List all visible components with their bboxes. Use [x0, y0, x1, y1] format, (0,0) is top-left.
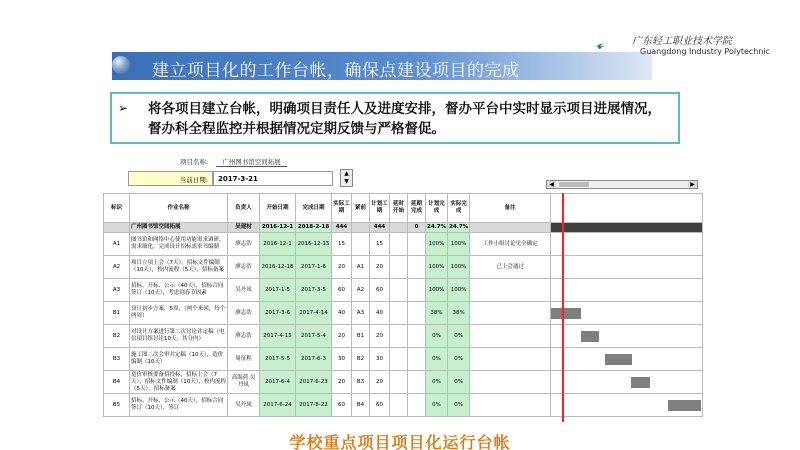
gantt-cell [551, 279, 703, 302]
today-line [562, 193, 564, 422]
cell-delay-end [408, 302, 426, 325]
gantt-header [551, 194, 703, 223]
cell-remark [470, 394, 551, 417]
cell-pred: B4 [352, 394, 370, 417]
cell-id: B5 [104, 394, 130, 417]
cell-remark: 工作小组讨论见全确定 [470, 233, 551, 256]
cell-actual: 60 [332, 394, 352, 417]
cell-actual-done: 100% [448, 233, 470, 256]
cell-start: 2017-6-24 [260, 394, 296, 417]
logo-en-text: Guangdong Industry Polytechnic [640, 47, 771, 56]
table-row[interactable] [104, 233, 703, 256]
cell-end: 2017-4-14 [296, 302, 332, 325]
col-header: 延期完成 [408, 194, 426, 223]
cell-delay-start [390, 394, 408, 417]
cell-pred: B3 [352, 371, 370, 394]
table-row[interactable] [104, 279, 703, 302]
cell-start: 2017-4-15 [260, 325, 296, 348]
cell-remark [470, 371, 551, 394]
scroll-thumb[interactable] [559, 182, 589, 187]
cell-actual-done: 0% [448, 325, 470, 348]
cell-owner: 廖志浩 [228, 256, 260, 279]
cell-actual: 40 [332, 302, 352, 325]
school-logo-icon [596, 28, 636, 64]
cell-actual-done: 24.7% [448, 223, 470, 233]
cell-plan: 15 [370, 233, 390, 256]
cell-actual-done: 100% [448, 256, 470, 279]
summary-row[interactable] [104, 223, 703, 233]
cell-actual: 30 [332, 348, 352, 371]
cell-owner: 吴建材 [228, 223, 260, 233]
cell-id: B4 [104, 371, 130, 394]
cell-plan-done: 24.7% [426, 223, 448, 233]
table-row[interactable] [104, 325, 703, 348]
gantt-cell [551, 371, 703, 394]
table-header-row [104, 194, 703, 223]
col-header: 紧前 [352, 194, 370, 223]
caption: 学校重点项目项目化运行台帐 [289, 433, 511, 450]
cell-plan-done: 100% [426, 256, 448, 279]
cell-plan: 60 [370, 394, 390, 417]
cell-delay-start [390, 279, 408, 302]
spin-up-icon[interactable]: ▲ [344, 170, 349, 177]
cell-name: 对设计方案进行第二次讨论并定稿（电信项目组讨论10天，其分内） [130, 325, 228, 348]
cell-plan: 20 [370, 371, 390, 394]
cell-actual: 20 [332, 371, 352, 394]
cell-delay-start [390, 371, 408, 394]
cell-plan: 20 [370, 325, 390, 348]
cell-delay-end [408, 348, 426, 371]
cell-id: B1 [104, 302, 130, 325]
cell-end: 2016-12-15 [296, 233, 332, 256]
col-header: 计划完成 [426, 194, 448, 223]
gantt-cell [551, 348, 703, 371]
col-header: 实际工期 [332, 194, 352, 223]
cell-name: 招标、开标、公示（40天），招标合同签订（10天），签订 [130, 394, 228, 417]
gantt-scrollbar[interactable] [546, 180, 698, 189]
cell-id: B2 [104, 325, 130, 348]
cell-plan-done: 0% [426, 348, 448, 371]
project-name-label: 项目名称: [180, 158, 209, 166]
project-name-value: 广州图书馆空间拓展 [216, 158, 287, 167]
cell-remark [470, 325, 551, 348]
cell-actual-done: 38% [448, 302, 470, 325]
cell-actual: 20 [332, 325, 352, 348]
cell-delay-end [408, 371, 426, 394]
cell-name: 项目立项上会（7天），招标文件编制（10天），校内流程（5天），招标备案 [130, 256, 228, 279]
cell-plan-done: 100% [426, 279, 448, 302]
table-row[interactable] [104, 256, 703, 279]
cell-plan-done: 0% [426, 325, 448, 348]
cell-owner: 廖志浩 [228, 325, 260, 348]
cell-plan: 444 [370, 223, 390, 233]
col-header: 完成日期 [296, 194, 332, 223]
cell-pred [352, 233, 370, 256]
cell-owner: 高海荷 吴丹凤 [228, 371, 260, 394]
cell-pred: B1 [352, 325, 370, 348]
cell-start: 2017-3-6 [260, 302, 296, 325]
cell-remark [470, 223, 551, 233]
cell-delay-start [390, 256, 408, 279]
cell-actual-done: 0% [448, 371, 470, 394]
cell-name: 造价审核要备招投标，招标上会（7天），招标文件编制（10天），校内流程（5天），招标备案 [131, 371, 226, 392]
project-name-line [180, 157, 287, 166]
logo-cn-text: 广东轻工职业技术学院 [632, 36, 732, 47]
col-header: 开始日期 [260, 194, 296, 223]
cell-start: 2017-1-5 [260, 279, 296, 302]
note-text: 将各项目建立台帐，明确项目责任人及进度安排，督办平台中实时显示项目进展情况，督办科全程监控并根据情况定期反馈与严格督促。 [148, 101, 661, 137]
cell-owner: 吴丹凤 [228, 279, 260, 302]
cell-actual: 60 [332, 279, 352, 302]
gantt-bar [631, 377, 651, 388]
gantt-cell [551, 325, 703, 348]
col-header: 负责人 [228, 194, 260, 223]
cell-actual: 20 [332, 256, 352, 279]
cell-start: 2016-12-1 [260, 223, 296, 233]
cell-delay-start [390, 348, 408, 371]
col-header: 备注 [470, 194, 551, 223]
cell-end: 2017-1-6 [296, 256, 332, 279]
cell-delay-end [408, 233, 426, 256]
cell-owner: 吴丹凤 [228, 394, 260, 417]
cell-plan: 60 [370, 279, 390, 302]
cell-start: 2017-6-4 [260, 371, 296, 394]
cell-id: A1 [104, 233, 130, 256]
cell-id: A2 [104, 256, 130, 279]
cell-pred: A3 [352, 302, 370, 325]
cell-delay-start [390, 233, 408, 256]
cell-delay-end [408, 325, 426, 348]
scroll-right-icon[interactable]: ▶ [688, 181, 697, 188]
cell-plan: 20 [370, 256, 390, 279]
slide-title: 建立项目化的工作台帐，确保点建设项目的完成 [152, 61, 520, 81]
cell-plan-done: 0% [426, 394, 448, 417]
cell-end: 2018-2-18 [296, 223, 332, 233]
table-row[interactable] [104, 302, 703, 325]
cell-plan: 40 [370, 302, 390, 325]
gantt-cell [551, 394, 703, 417]
gantt-bar [581, 331, 599, 342]
cell-end: 2017-6-3 [296, 348, 332, 371]
cell-delay-end [408, 256, 426, 279]
cell-name: 施工图二次会审并定稿（10天），造价编制（10天） [130, 348, 228, 371]
cell-delay-start [390, 223, 408, 233]
gantt-cell [551, 233, 703, 256]
spin-down-icon[interactable]: ▼ [344, 178, 349, 185]
col-header: 标识 [104, 194, 130, 223]
cell-id: B3 [104, 348, 130, 371]
col-header: 实际完成 [448, 194, 470, 223]
gantt-cell [551, 256, 703, 279]
cell-plan: 30 [370, 348, 390, 371]
cell-delay-end [408, 279, 426, 302]
bullet-ball-icon [112, 56, 130, 74]
cell-plan-done: 38% [426, 302, 448, 325]
gantt-bar [668, 400, 701, 411]
cell-name: 广州图书馆空间拓展 [130, 223, 228, 233]
cell-start: 2016-12-18 [260, 256, 296, 279]
cell-pred: B2 [352, 348, 370, 371]
cell-remark [470, 279, 551, 302]
cell-owner: 廖志浩 [228, 302, 260, 325]
gantt-cell [551, 302, 703, 325]
cell-pred: A2 [352, 279, 370, 302]
cell-actual-done: 0% [448, 348, 470, 371]
project-table [103, 193, 703, 417]
cell-end: 2017-5-4 [296, 325, 332, 348]
cell-start: 2017-5-5 [260, 348, 296, 371]
cell-delay-end [408, 394, 426, 417]
cell-actual-done: 100% [448, 279, 470, 302]
gantt-bar [605, 354, 632, 365]
cell-actual-done: 0% [448, 394, 470, 417]
cell-actual: 444 [332, 223, 352, 233]
cell-end: 2017-8-22 [296, 394, 332, 417]
cell-delay-start [390, 325, 408, 348]
current-date-value[interactable]: 2017-3-21 [213, 171, 333, 186]
table-row[interactable] [104, 348, 703, 371]
col-header: 延时开始 [390, 194, 408, 223]
cell-plan-done: 0% [426, 371, 448, 394]
cell-name: 图书馆和网络中心使用功能需求调研、需求细化、完成设计招标需求书编制 [130, 233, 228, 256]
date-spinner[interactable] [340, 169, 353, 187]
table-row[interactable] [104, 371, 703, 394]
cell-plan-done: 100% [426, 233, 448, 256]
scroll-left-icon[interactable]: ◀ [547, 181, 556, 188]
cell-name: 招标、开标、公示（40天），招标合同签订（10天），考虑到春节因素 [130, 279, 228, 302]
arrow-bullet-icon: ➢ [118, 101, 129, 115]
col-header: 计划工期 [370, 194, 390, 223]
cell-pred [352, 223, 370, 233]
cell-pred: A1 [352, 256, 370, 279]
table-row[interactable] [104, 394, 703, 417]
col-header: 作业名称 [130, 194, 228, 223]
cell-delay-end: 0 [408, 223, 426, 233]
cell-end: 2017-6-23 [296, 371, 332, 394]
cell-start: 2016-12-1 [260, 233, 296, 256]
cell-delay-start [390, 302, 408, 325]
cell-remark [470, 302, 551, 325]
gantt-bar [551, 308, 581, 319]
current-date-label: 当前日期: [128, 171, 213, 186]
cell-remark: 已上会通过 [470, 256, 551, 279]
cell-remark [470, 348, 551, 371]
cell-owner: 周征程 [228, 348, 260, 371]
cell-actual: 15 [332, 233, 352, 256]
cell-end: 2017-3-5 [296, 279, 332, 302]
cell-id [104, 223, 130, 233]
cell-name: 设计初步方案，5周，（两个来回，每个两周） [130, 302, 228, 325]
cell-id: A3 [104, 279, 130, 302]
cell-owner: 廖志浩 [228, 233, 260, 256]
gantt-summary-bar [551, 223, 703, 233]
